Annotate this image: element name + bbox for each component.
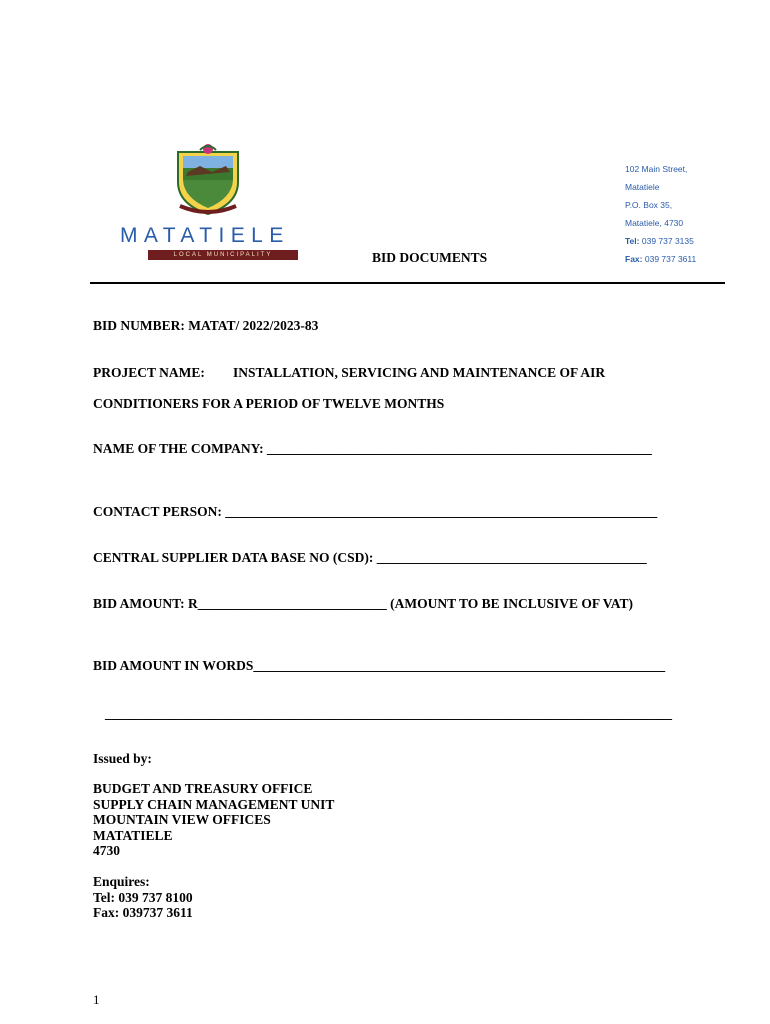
municipality-name: MATATIELE	[120, 224, 290, 247]
project-name-value-line-2: CONDITIONERS FOR A PERIOD OF TWELVE MONTHS	[93, 396, 445, 411]
address-town-code: Matatiele, 4730	[625, 218, 684, 228]
municipal-crest-icon	[170, 142, 246, 218]
address-tel	[625, 232, 696, 250]
enquires-block	[93, 874, 193, 921]
enquires-label: Enquires:	[93, 874, 150, 889]
issuer-line: BUDGET AND TREASURY OFFICE	[93, 781, 313, 796]
bid-amount-words-field[interactable]: BID AMOUNT IN WORDS_____________________________________________________________	[93, 658, 666, 673]
bid-number: BID NUMBER: MATAT/ 2022/2023-83	[93, 318, 319, 333]
project-name-value-line-1: INSTALLATION, SERVICING AND MAINTENANCE OF AIR	[233, 365, 606, 380]
address-street: 102 Main Street,	[625, 164, 688, 174]
issued-by-label: Issued by:	[93, 751, 152, 766]
address-fax	[625, 250, 696, 268]
enquires-fax: Fax: 039737 3611	[93, 905, 193, 920]
tel-value: 039 737 3135	[641, 236, 694, 246]
header-divider	[90, 282, 725, 284]
issuer-line: MOUNTAIN VIEW OFFICES	[93, 812, 271, 827]
project-name-label: PROJECT NAME:	[93, 365, 205, 380]
fax-value: 039 737 3611	[644, 254, 697, 264]
issuer-line: 4730	[93, 843, 120, 858]
contact-person-field[interactable]: CONTACT PERSON: ________________________________________________________________	[93, 504, 658, 519]
address-block	[625, 160, 696, 268]
issuer-block	[93, 781, 334, 859]
page-number: 1	[93, 992, 100, 1007]
issuer-line: SUPPLY CHAIN MANAGEMENT UNIT	[93, 796, 335, 812]
fax-label: Fax:	[625, 254, 643, 264]
enquires-tel: Tel: 039 737 8100	[93, 889, 193, 905]
company-name-field[interactable]: NAME OF THE COMPANY: _________________________________________________________	[93, 441, 652, 456]
bid-amount-field[interactable]: BID AMOUNT: R____________________________ (AMOUNT TO BE INCLUSIVE OF VAT)	[93, 596, 634, 611]
bid-amount-words-continuation[interactable]: ____________________________________________________________________________________	[105, 706, 672, 721]
csd-number-field[interactable]: CENTRAL SUPPLIER DATA BASE NO (CSD): ________________________________________	[93, 550, 647, 565]
issuer-line: MATATIELE	[93, 827, 173, 843]
address-po-box: P.O. Box 35,	[625, 200, 673, 210]
address-town: Matatiele	[625, 182, 660, 192]
municipality-subtitle: LOCAL MUNICIPALITY	[148, 250, 298, 260]
tel-label: Tel:	[625, 236, 640, 246]
document-title: BID DOCUMENTS	[372, 250, 488, 265]
